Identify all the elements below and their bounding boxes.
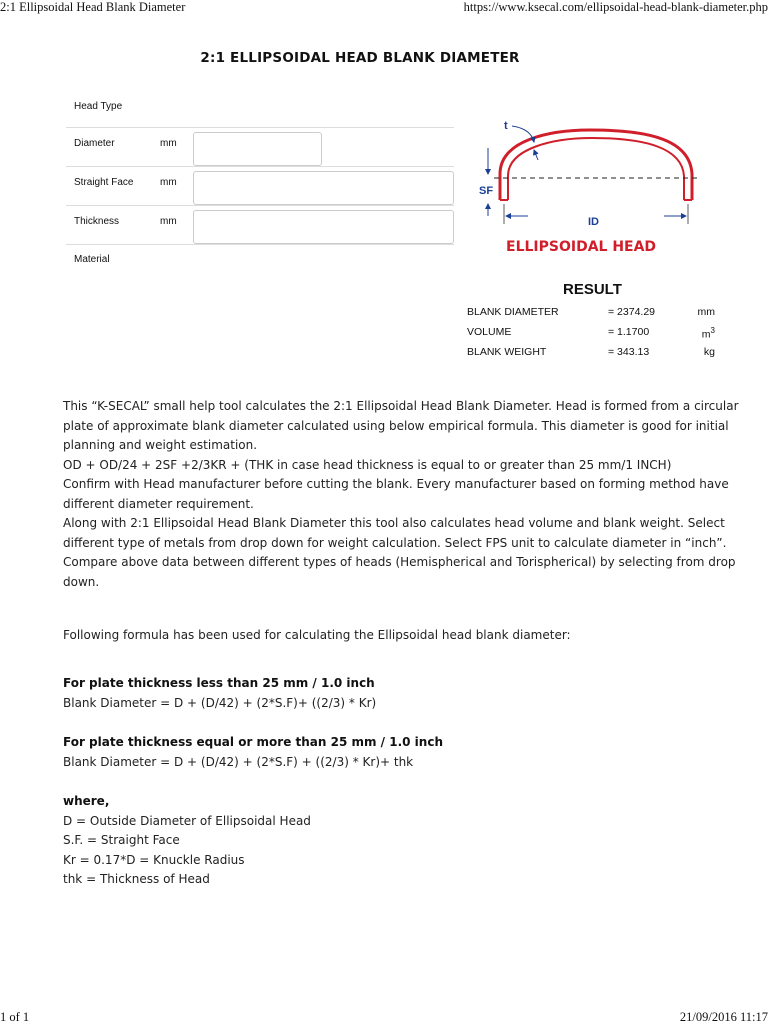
result-label: VOLUME	[467, 326, 512, 338]
print-datetime: 21/09/2016 11:17	[679, 1010, 768, 1024]
thickness-label: Thickness	[74, 216, 120, 227]
head-outline	[500, 130, 692, 200]
id-label: ID	[588, 216, 599, 228]
straight-face-row	[66, 167, 454, 206]
diameter-row	[66, 128, 454, 167]
result-unit	[702, 326, 715, 341]
where-section	[63, 792, 311, 890]
material-row	[66, 245, 454, 267]
straight-face-unit: mm	[160, 177, 177, 188]
description-line: Confirm with Head manufacturer before cutting the blank. Every manufacturer based on forming method have	[63, 477, 729, 491]
where-item: thk = Thickness of Head	[63, 872, 210, 886]
head-type-label: Head Type	[74, 101, 123, 112]
description-paragraph	[63, 397, 739, 592]
result-value: = 343.13	[608, 346, 650, 358]
description-line: down.	[63, 574, 100, 589]
result-value: = 1.1700	[608, 326, 650, 338]
diameter-unit: mm	[160, 138, 177, 149]
ellipsoidal-head-diagram	[470, 112, 710, 262]
calculator-form	[66, 94, 454, 267]
thickness-unit: mm	[160, 216, 177, 227]
description-line: different type of metals from drop down for weight calculation. Select FPS unit to calculate diameter in “inch”.	[63, 535, 727, 550]
case-thick-heading: For plate thickness equal or more than 25 mm / 1.0 inch	[63, 735, 443, 749]
page-title: 2:1 ELLIPSOIDAL HEAD BLANK DIAMETER	[200, 50, 520, 66]
unit-base: m	[701, 328, 711, 341]
print-url[interactable]: https://www.ksecal.com/ellipsoidal-head-blank-diameter.php	[463, 0, 768, 14]
formula-intro: Following formula has been used for calculating the Ellipsoidal head blank diameter:	[63, 628, 571, 642]
head-type-row	[66, 94, 454, 128]
thickness-input[interactable]	[193, 210, 454, 244]
description-line: different diameter requirement.	[63, 496, 254, 511]
where-item: D = Outside Diameter of Ellipsoidal Head	[63, 813, 311, 828]
diameter-input[interactable]	[193, 132, 322, 166]
where-item: Kr = 0.17*D = Knuckle Radius	[63, 852, 245, 867]
material-label: Material	[74, 254, 110, 265]
diameter-label: Diameter	[74, 138, 115, 149]
description-line: OD + OD/24 + 2SF +2/3KR + (THK in case head thickness is equal to or greater than 25 mm/1 INCH)	[63, 457, 672, 472]
description-line: This “K-SECAL” small help tool calculates the 2:1 Ellipsoidal Head Blank Diameter. Head is formed from a circular	[63, 399, 739, 413]
straight-face-input[interactable]	[193, 171, 454, 205]
result-label: BLANK DIAMETER	[467, 306, 559, 318]
result-value: = 2374.29	[608, 306, 656, 318]
description-line: planning and weight estimation.	[63, 438, 258, 452]
description-line: plate of approximate blank diameter calculated using below empirical formula. This diameter is good for initial	[63, 418, 729, 433]
t-arrow-inner	[534, 150, 538, 160]
print-page-title: 2:1 Ellipsoidal Head Blank Diameter	[0, 0, 186, 14]
t-label: t	[504, 120, 508, 132]
case-thick-section	[63, 733, 443, 772]
description-line: Along with 2:1 Ellipsoidal Head Blank Diameter this tool also calculates head volume and blank weight. Select	[63, 516, 725, 530]
case-thin-section	[63, 674, 376, 713]
case-thick-formula: Blank Diameter = D + (D/42) + (2*S.F) + ((2/3) * Kr)+ thk	[63, 754, 414, 769]
result-unit: mm	[697, 306, 715, 318]
diagram-caption: ELLIPSOIDAL HEAD	[506, 239, 657, 255]
print-page-count: 1 of 1	[0, 1010, 30, 1024]
result-unit: kg	[703, 346, 715, 358]
where-item: S.F. = Straight Face	[63, 833, 180, 847]
unit-exponent: 3	[710, 326, 715, 335]
case-thin-heading: For plate thickness less than 25 mm / 1.0 inch	[63, 676, 375, 690]
straight-face-label: Straight Face	[74, 177, 134, 188]
thickness-row	[66, 206, 454, 245]
result-title: RESULT	[563, 281, 622, 298]
sf-label: SF	[479, 185, 494, 197]
where-heading: where,	[63, 794, 110, 808]
case-thin-formula: Blank Diameter = D + (D/42) + (2*S.F)+ ((2/3) * Kr)	[63, 695, 377, 710]
description-line: Compare above data between different types of heads (Hemispherical and Torispherical) by selecting from drop	[63, 555, 736, 569]
result-label: BLANK WEIGHT	[467, 346, 547, 358]
